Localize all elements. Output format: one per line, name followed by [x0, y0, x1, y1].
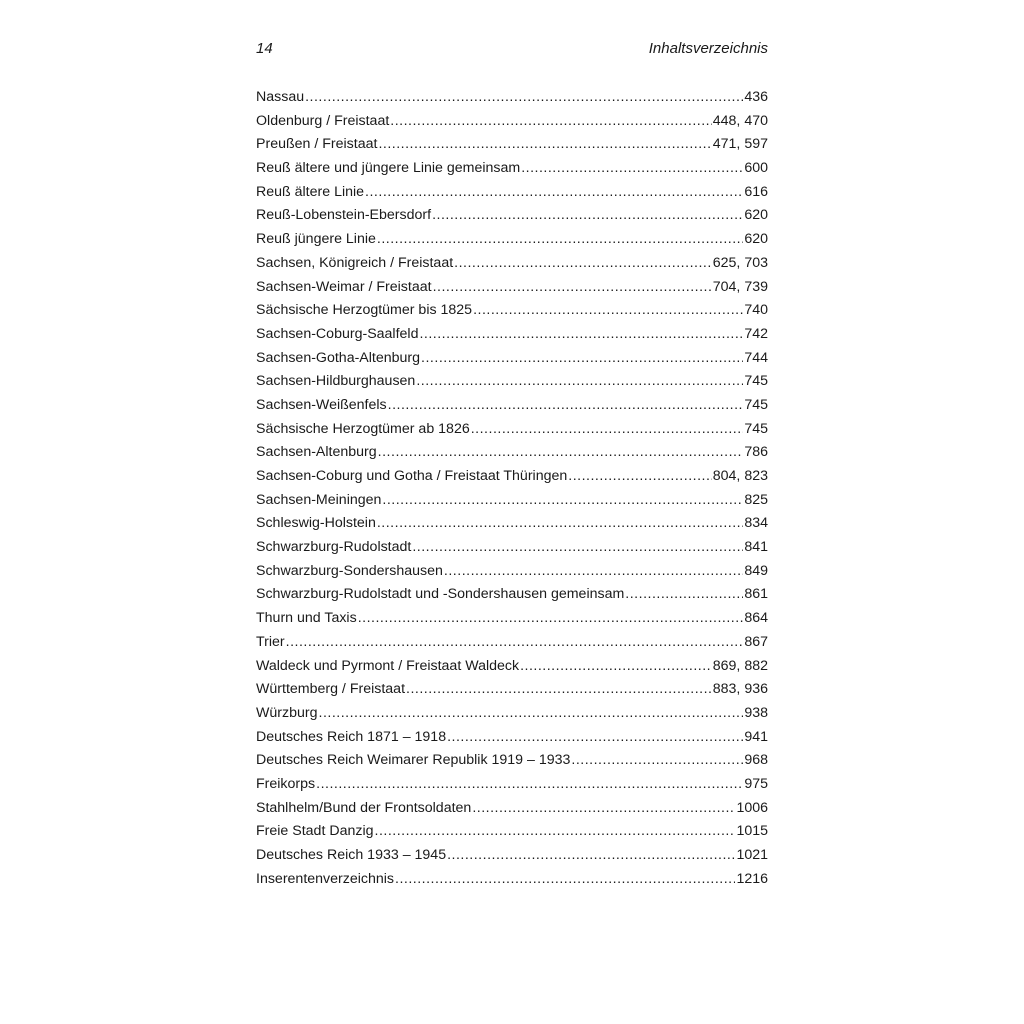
toc-entry-title: Freie Stadt Danzig — [256, 823, 374, 840]
toc-entry-title: Sachsen-Gotha-Altenburg — [256, 349, 421, 366]
toc-entry — [256, 536, 768, 560]
toc-entry-page: 804, 823 — [712, 468, 768, 484]
toc-entry-title: Sachsen-Meiningen — [256, 491, 382, 508]
toc-dot-leader — [377, 512, 743, 536]
toc-entry — [256, 347, 768, 371]
toc-entry-page: 869, 882 — [712, 657, 768, 674]
toc-dot-leader — [388, 394, 744, 418]
toc-entry — [256, 655, 768, 679]
toc-entry-page: 1021 — [736, 847, 768, 863]
toc-entry-page: 620 — [744, 231, 768, 248]
toc-entry — [256, 323, 768, 347]
toc-entry-page: 938 — [744, 704, 768, 721]
toc-entry-page: 744 — [744, 349, 768, 366]
toc-entry-title: Waldeck und Pyrmont / Freistaat Waldeck — [256, 657, 520, 674]
toc-dot-leader — [377, 228, 743, 252]
toc-dot-leader — [395, 868, 735, 892]
toc-entry — [256, 583, 768, 607]
toc-entry-title: Thurn und Taxis — [256, 610, 357, 627]
toc-dot-leader — [421, 347, 743, 371]
toc-entry-page: 471, 597 — [712, 136, 768, 153]
toc-entry-title: Sachsen-Coburg und Gotha / Freistaat Thüringen — [256, 468, 568, 484]
toc-entry-page: 941 — [744, 728, 768, 745]
toc-entry-title: Stahlhelm/Bund der Frontsoldaten — [256, 799, 472, 816]
toc-entry-title: Reuß ältere Linie — [256, 183, 365, 200]
toc-entry-title: Oldenburg / Freistaat — [256, 112, 390, 129]
toc-entry-page: 625, 703 — [712, 254, 768, 271]
toc-entry — [256, 110, 768, 134]
toc-entry — [256, 276, 768, 300]
toc-entry — [256, 868, 768, 892]
toc-dot-leader — [419, 323, 743, 347]
toc-entry — [256, 86, 768, 110]
page-number: 14 — [256, 40, 273, 57]
toc-entry — [256, 181, 768, 205]
toc-entry — [256, 607, 768, 631]
toc-entry — [256, 512, 768, 536]
toc-entry-title: Schwarzburg-Sondershausen — [256, 562, 443, 579]
toc-entry-page: 861 — [744, 586, 768, 603]
toc-dot-leader — [447, 844, 735, 868]
toc-entry — [256, 370, 768, 394]
toc-entry-title: Würzburg — [256, 704, 318, 721]
toc-entry-page: 704, 739 — [712, 278, 768, 295]
toc-dot-leader — [378, 441, 744, 465]
toc-entry-title: Sachsen-Weimar / Freistaat — [256, 278, 432, 295]
toc-entry-title: Schleswig-Holstein — [256, 515, 376, 532]
toc-entry-title: Reuß-Lobenstein-Ebersdorf — [256, 207, 432, 224]
toc-entry-title: Deutsches Reich Weimarer Republik 1919 – 1933 — [256, 752, 571, 769]
toc-entry-title: Sächsische Herzogtümer ab 1826 — [256, 420, 470, 437]
running-title: Inhaltsverzeichnis — [648, 40, 768, 57]
table-of-contents — [256, 86, 768, 891]
toc-entry-title: Preußen / Freistaat — [256, 136, 378, 153]
toc-entry — [256, 441, 768, 465]
toc-dot-leader — [472, 797, 735, 821]
toc-dot-leader — [571, 749, 743, 773]
toc-dot-leader — [375, 820, 736, 844]
toc-entry — [256, 418, 768, 442]
toc-entry-page: 1006 — [736, 799, 768, 816]
toc-entry — [256, 465, 768, 489]
toc-entry-page: 745 — [744, 373, 768, 390]
toc-dot-leader — [521, 157, 743, 181]
toc-dot-leader — [433, 276, 712, 300]
toc-entry-title: Sachsen-Coburg-Saalfeld — [256, 325, 419, 342]
toc-entry-page: 883, 936 — [712, 681, 768, 698]
toc-dot-leader — [378, 133, 711, 157]
toc-dot-leader — [358, 607, 744, 631]
toc-entry-title: Inserentenverzeichnis — [256, 870, 395, 887]
toc-entry-page: 436 — [744, 89, 768, 105]
toc-entry — [256, 133, 768, 157]
toc-entry-title: Württemberg / Freistaat — [256, 681, 406, 698]
toc-dot-leader — [444, 560, 743, 584]
toc-entry — [256, 702, 768, 726]
toc-entry — [256, 157, 768, 181]
toc-dot-leader — [316, 773, 743, 797]
toc-entry-page: 745 — [744, 420, 768, 437]
toc-dot-leader — [471, 418, 744, 442]
toc-entry-page: 849 — [744, 562, 768, 579]
toc-dot-leader — [568, 465, 712, 489]
toc-entry-title: Deutsches Reich 1933 – 1945 — [256, 847, 447, 863]
toc-entry — [256, 631, 768, 655]
toc-entry-title: Schwarzburg-Rudolstadt und -Sondershausen gemeinsam — [256, 586, 625, 603]
toc-entry-page: 745 — [744, 396, 768, 413]
toc-entry-page: 1216 — [736, 870, 768, 887]
toc-entry-title: Freikorps — [256, 775, 316, 792]
toc-entry-page: 740 — [744, 302, 768, 319]
toc-entry-page: 786 — [744, 444, 768, 461]
toc-entry-title: Reuß jüngere Linie — [256, 231, 376, 248]
toc-entry — [256, 560, 768, 584]
toc-entry — [256, 394, 768, 418]
toc-entry-page: 1015 — [736, 823, 768, 840]
toc-entry — [256, 820, 768, 844]
toc-dot-leader — [390, 110, 711, 134]
toc-dot-leader — [382, 489, 743, 513]
toc-entry-title: Sachsen-Weißenfels — [256, 396, 387, 413]
toc-entry-title: Sächsische Herzogtümer bis 1825 — [256, 302, 473, 319]
toc-entry-page: 448, 470 — [712, 112, 768, 129]
toc-entry — [256, 489, 768, 513]
toc-dot-leader — [416, 370, 743, 394]
toc-entry — [256, 773, 768, 797]
toc-entry-page: 864 — [744, 610, 768, 627]
toc-dot-leader — [432, 204, 743, 228]
toc-entry — [256, 726, 768, 750]
toc-entry-title: Deutsches Reich 1871 – 1918 — [256, 728, 447, 745]
toc-entry — [256, 678, 768, 702]
toc-entry-page: 616 — [744, 183, 768, 200]
toc-entry — [256, 749, 768, 773]
toc-entry — [256, 228, 768, 252]
toc-entry-page: 742 — [744, 325, 768, 342]
toc-dot-leader — [447, 726, 743, 750]
toc-dot-leader — [412, 536, 743, 560]
toc-entry-title: Sachsen, Königreich / Freistaat — [256, 254, 454, 271]
toc-entry — [256, 204, 768, 228]
toc-entry-page: 867 — [744, 633, 768, 650]
toc-entry — [256, 252, 768, 276]
toc-dot-leader — [365, 181, 743, 205]
toc-dot-leader — [520, 655, 712, 679]
toc-entry-page: 834 — [744, 515, 768, 532]
toc-dot-leader — [319, 702, 744, 726]
toc-entry — [256, 844, 768, 868]
toc-entry-title: Trier — [256, 633, 285, 650]
toc-dot-leader — [473, 299, 743, 323]
toc-entry-title: Sachsen-Altenburg — [256, 444, 377, 461]
toc-entry-title: Reuß ältere und jüngere Linie gemeinsam — [256, 160, 521, 177]
toc-entry-page: 600 — [744, 160, 768, 177]
toc-dot-leader — [454, 252, 712, 276]
toc-entry — [256, 797, 768, 821]
toc-entry-page: 975 — [744, 775, 768, 792]
page-header — [256, 38, 768, 60]
toc-entry-title: Nassau — [256, 89, 305, 105]
toc-entry-page: 620 — [744, 207, 768, 224]
toc-dot-leader — [406, 678, 712, 702]
toc-dot-leader — [305, 86, 743, 110]
toc-dot-leader — [286, 631, 744, 655]
toc-entry-page: 841 — [744, 539, 768, 556]
toc-dot-leader — [625, 583, 743, 607]
toc-entry-title: Schwarzburg-Rudolstadt — [256, 539, 412, 556]
toc-entry-title: Sachsen-Hildburghausen — [256, 373, 416, 390]
toc-entry-page: 825 — [744, 491, 768, 508]
toc-entry — [256, 299, 768, 323]
toc-entry-page: 968 — [744, 752, 768, 769]
